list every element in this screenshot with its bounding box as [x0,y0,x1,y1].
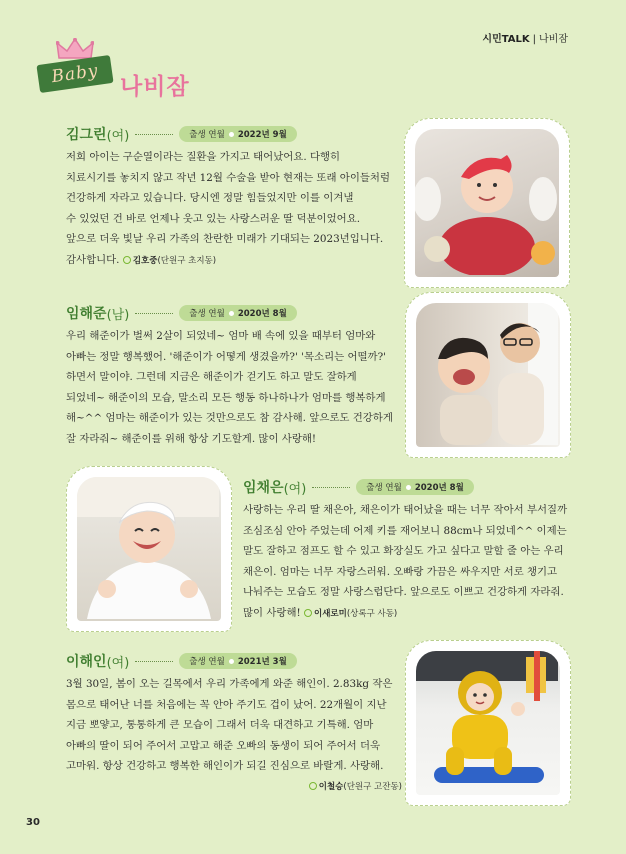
author-region: (단원구 초지동) [157,255,217,266]
birth-date: 2021년 3월 [237,657,287,667]
birth-date: 2020년 8월 [414,483,464,493]
birth-label: 출생 연월 [189,309,225,319]
child-gender: (여) [106,128,130,144]
text-line: 사랑하는 우리 딸 채은아, 채은이가 태어났을 때는 너무 작아서 부서질까 [243,504,568,516]
dotted-leader [135,661,173,662]
baby-photo-illustration [415,129,557,275]
photo-lim-chaeeun [66,466,232,632]
birth-label: 출생 연월 [366,483,402,493]
photo-lee-haein [405,640,571,806]
birth-badge [179,653,297,669]
text-line-last [243,603,583,625]
author-name: 이철승 [318,781,344,792]
text-line: 우리 해준이가 벌써 2살이 되었네~ 엄마 배 속에 있을 때부터 엄마와 [66,330,376,342]
baby-sled-illustration [416,651,558,793]
text-line: 수 있었던 건 바로 언제나 웃고 있는 사랑스러운 딸 덕분이었어요. [66,212,360,225]
text-line: 채은이. 엄마는 너무 자랑스러워. 오빠랑 가끔은 싸우지만 서로 챙기고 [243,565,558,578]
text-line: 해~^^ 엄마는 해준이가 있는 것만으로도 참 감사해. 앞으로도 건강하게 [66,412,393,425]
birth-label: 출생 연월 [189,130,225,140]
text-line: 지금 뽀얗고, 통통하게 큰 모습이 그래서 더욱 대견하고 기특해. 엄마 [66,719,374,732]
badge-dot [229,132,234,137]
running-header [482,30,568,45]
entry-heading [66,652,402,670]
text-line: 감사합니다. [66,253,120,266]
text-line: 하면서 말이야. 그런데 지금은 해준이가 걷기도 하고 말도 잘하게 [66,371,357,384]
text-line: 고마워. 항상 건강하고 행복한 해인이가 되길 진심으로 바랄게. 사랑해. [66,760,384,773]
badge-dot [229,659,234,664]
author-name: 이새로미 [313,608,347,619]
text-line: 되었네~ 해준이의 모습, 말소리 모든 행동 하나하나가 엄마를 행복하게 [66,391,386,404]
page-title: 나비잠 [120,74,190,100]
entry-lim-haejun [66,304,402,450]
entry-lim-chaeeun [243,478,583,625]
photo-lim-haejun [405,292,571,458]
dotted-leader [312,487,350,488]
entry-text [243,500,583,625]
signature-ring-icon [309,782,317,790]
page-number: 30 [26,817,40,828]
dotted-leader [135,313,173,314]
text-line: 앞으로 더욱 빛날 우리 가족의 찬란한 미래가 기대되는 2023년입니다. [66,233,384,246]
baby-photo-illustration [77,477,219,619]
birth-badge [356,479,474,495]
photo-kim-green [404,118,570,288]
section-logo [38,38,208,108]
badge-dot [406,485,411,490]
family-photo-illustration [416,303,558,445]
author-name: 김호중 [132,255,158,266]
text-line: 조심조심 안아 주었는데 어제 키를 재어보니 88cm나 되었네^^ 이제는 [243,524,567,537]
signature [123,256,216,266]
child-name: 임해준 [66,306,107,322]
entry-text [66,326,402,450]
entry-lee-haein [66,652,402,792]
text-line: 건강하게 자라고 있습니다. 당시엔 정말 힘들었지만 이를 이겨낼 [66,192,354,205]
child-gender: (여) [283,481,307,497]
text-line-last [66,250,396,272]
text-line: 저희 아이는 구순열이라는 질환을 가지고 태어났어요. 다행히 [66,151,341,163]
entry-text [66,147,396,272]
entry-kim-green [66,125,396,272]
author-region: (단원구 고잔동) [343,781,402,792]
section-label: 시민TALK [482,34,530,45]
badge-dot [229,311,234,316]
text-line: 잘 자라줘~ 해준이를 위해 항상 기도할게. 많이 사랑해! [66,432,317,445]
text-line: 나눠주는 모습도 정말 사랑스럽단다. 앞으로도 이쁘고 건강하게 자라줘. [243,586,564,599]
text-line: 많이 사랑해! [243,606,301,619]
child-name: 임채은 [243,480,284,496]
text-line: 아빠의 딸이 되어 주어서 고맙고 해준 오빠의 동생이 되어 주어서 더욱 [66,739,381,752]
signature [66,780,402,792]
entry-heading [243,478,583,496]
signature-ring-icon [304,609,312,617]
subsection-label: 나비잠 [539,34,568,45]
child-gender: (남) [106,307,130,323]
child-name: 김그린 [66,127,107,143]
text-line: 아빠는 정말 행복했어. '해준이가 어떻게 생겼을까?' '목소리는 어떨까?' [66,350,386,363]
birth-badge [179,305,297,321]
dotted-leader [135,134,173,135]
text-line: 3월 30일, 봄이 오는 길목에서 우리 가족에게 와준 해인이. 2.83kg 작은 [66,678,393,690]
baby-ribbon: Baby [36,55,113,93]
text-line: 치료시기를 놓치지 않고 작년 12월 수술을 받아 현재는 또래 아이들처럼 [66,171,390,184]
birth-date: 2020년 8월 [237,309,287,319]
entry-text [66,674,402,777]
child-gender: (여) [106,655,130,671]
text-line: 말도 잘하고 점프도 할 수 있고 화장실도 가고 싶다고 말할 줄 아는 우리 [243,545,564,558]
entry-heading [66,304,402,322]
birth-badge [179,126,297,142]
text-line: 몸으로 태어난 너를 처음에는 꼭 안아 주기도 겁이 났어. 22개월이 지난 [66,698,387,711]
birth-date: 2022년 9월 [237,130,287,140]
author-region: (상록구 사동) [346,608,398,619]
entry-heading [66,125,396,143]
signature-ring-icon [123,256,131,264]
header-separator: | [532,34,537,45]
signature [304,609,397,619]
birth-label: 출생 연월 [189,657,225,667]
child-name: 이해인 [66,654,107,670]
